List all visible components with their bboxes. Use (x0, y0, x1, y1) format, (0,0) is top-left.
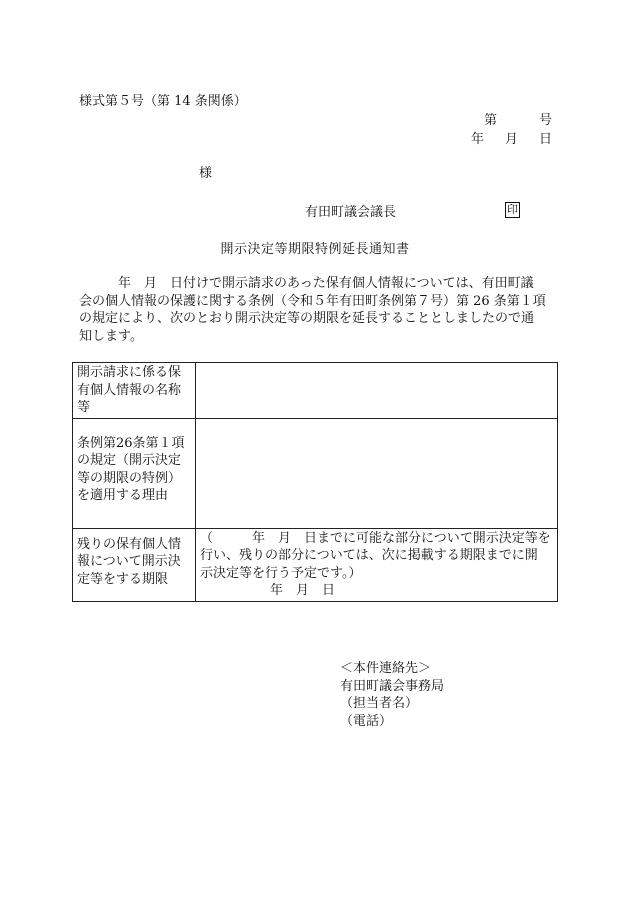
label-line: 有個人情報の名称 (77, 382, 182, 398)
body-line: 年 月 日付けで開示請求のあった保有個人情報については、有田町議 (79, 276, 534, 291)
label-line: 等の期限の特例） (77, 470, 182, 486)
document-number (484, 112, 552, 129)
table-row (73, 418, 558, 528)
doc-date-year: 年 (471, 132, 485, 147)
body-paragraph (79, 275, 553, 345)
doc-number-suffix: 号 (538, 113, 552, 128)
value-deadline[interactable] (196, 528, 558, 601)
doc-number-prefix: 第 (484, 113, 498, 128)
row-label-reason (73, 418, 196, 528)
label-line: 条例第26条第１項 (77, 435, 185, 451)
contact-block (340, 660, 444, 730)
label-line: を適用する理由 (77, 488, 169, 503)
info-table (72, 362, 558, 602)
contact-heading: ＜本件連絡先＞ (340, 661, 432, 676)
label-line: 定等をする期限 (77, 571, 169, 587)
contact-phone: （電話） (340, 713, 393, 729)
label-line: 開示請求に係る保 (77, 365, 182, 380)
row-label-info-name (73, 363, 196, 419)
deadline-line: 行い、残りの部分については、次に掲載する期限までに開 (200, 548, 538, 563)
doc-date-day: 日 (538, 132, 552, 147)
document-date (471, 131, 552, 148)
row-label-deadline (73, 528, 196, 601)
form-number: 様式第５号（第 14 条関係） (79, 94, 247, 109)
value-info-name[interactable] (196, 363, 558, 419)
label-line: 残りの保有個人情 (77, 536, 182, 552)
seal-mark: 印 (507, 203, 518, 216)
body-line: 会の個人情報の保護に関する条例（令和５年有田町条例第７号）第 26 条第１項 (79, 293, 546, 309)
addressee: 様 (199, 166, 213, 181)
deadline-date: 年 月 日 (270, 583, 336, 598)
value-reason[interactable] (196, 418, 558, 528)
label-line: の規定（開示決定 (77, 453, 182, 468)
doc-date-month: 月 (504, 132, 518, 147)
label-line: 等 (77, 400, 91, 415)
body-line: 知します。 (79, 328, 143, 344)
body-line: の規定により、次のとおり開示決定等の期限を延長することとしましたので通 (79, 311, 535, 326)
table-row (73, 363, 558, 419)
contact-office: 有田町議会事務局 (340, 678, 445, 694)
table-row (73, 528, 558, 601)
sender-name: 有田町議会議長 (305, 205, 397, 220)
document-title: 開示決定等期限特例延長通知書 (220, 242, 410, 257)
label-line: 報について開示決 (77, 554, 181, 569)
deadline-line: 示決定等を行う予定です。） (200, 565, 362, 581)
contact-person: （担当者名） (340, 696, 419, 711)
deadline-line: （ 年 月 日までに可能な部分について開示決定等を (200, 530, 551, 546)
